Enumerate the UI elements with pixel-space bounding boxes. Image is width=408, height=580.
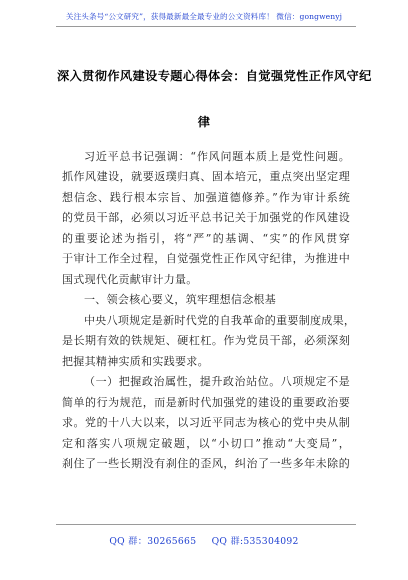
document-title-line-1: 深入贯彻作风建设专题心得体会：自觉强党性正作风守纪 [57, 69, 372, 83]
paragraph-line: 国式现代化贡献审计力量。 [62, 273, 198, 286]
footer-qq-group-1: QQ 群：30265665 [109, 536, 197, 547]
paragraph-line: 是长期有效的铁规矩、硬杠杠。作为党员干部，必须深刻 [62, 334, 350, 347]
paragraph-line: 于审计工作全过程，自觉强党性正作风守纪律，为推进中 [62, 252, 350, 265]
paragraph-line: 把握其精神实质和实践要求。 [62, 355, 209, 368]
header-note: 关注头条号“公文研究”，获得最新最全最专业的公文资料库！ 微信：gongwenyj [65, 12, 343, 21]
footer-divider [56, 524, 356, 525]
section-heading: 一、领会核心要义，筑牢理想信念根基 [84, 293, 277, 306]
paragraph-line: 的党员干部，必须以习近平总书记关于加强党的作风建设 [62, 211, 350, 224]
paragraph-line: 抓作风建设，就要返璞归真、固本培元，重点突出坚定理 [62, 170, 350, 183]
paragraph-line: 刹住了一些长期没有刹住的歪风，纠治了一些多年未除的 [62, 457, 350, 470]
paragraph-line: （一）把握政治属性，提升政治站位。八项规定不是 [84, 375, 350, 388]
paragraph-line: 中央八项规定是新时代党的自我革命的重要制度成果， [84, 314, 356, 327]
header-divider [56, 26, 356, 27]
footer-qq-group-2: QQ 群:535304092 [211, 536, 299, 547]
paragraph-line: 的重要论述为指引，将“严”的基调、“实”的作风贯穿 [62, 232, 350, 245]
paragraph-line: 想信念、践行根本宗旨、加强道德修养。”作为审计系统 [62, 191, 350, 204]
paragraph-line: 习近平总书记强调：“作风问题本质上是党性问题。 [84, 150, 350, 163]
paragraph-line: 求。党的十八大以来，以习近平同志为核心的党中央从制 [62, 416, 350, 429]
footer-note [0, 533, 408, 547]
paragraph-line: 定和落实八项规定破题，以“小切口”推动“大变局”， [62, 437, 350, 450]
document-title-line-2: 律 [197, 115, 211, 129]
paragraph-line: 简单的行为规范，而是新时代加强党的建设的重要政治要 [62, 396, 350, 409]
